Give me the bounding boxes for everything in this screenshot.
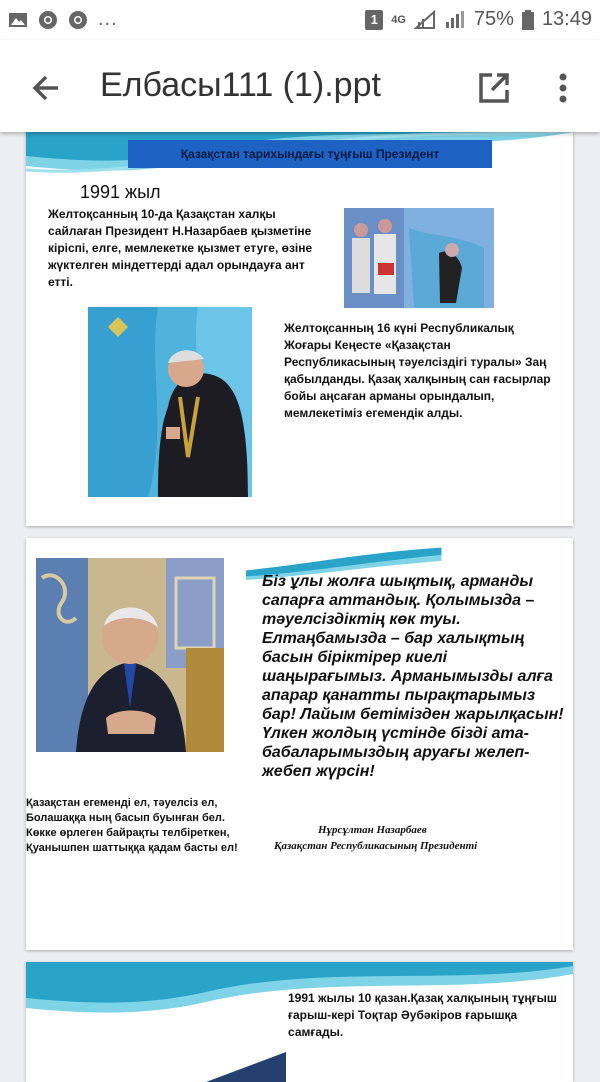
status-bar — [0, 0, 600, 40]
battery-percent: 75% — [473, 8, 514, 30]
arrow-left-icon[interactable] — [28, 70, 64, 106]
president-quote: Біз ұлы жолға шықтық, арманды сапарға аттандық. Қолымызда – тәуелсіздіктің көк туы. Елтаңбамызда – бар халықтың басын біріктірер киелі шаңырағымыз. Арманымызды алға апарар қанатты пырақтарымыз бар! Лайым бетімізден жарылқасын! Үлкен жолдың үстінде бізді ата-бабаларымыздың аруағы желеп-жебеп жүрсін! — [262, 573, 564, 780]
author-title: Қазақстан Республикасының Президенті — [274, 840, 478, 852]
battery-icon — [522, 10, 534, 30]
app-bar — [0, 40, 600, 132]
more-vert-icon[interactable] — [548, 70, 578, 106]
chrome-icon — [38, 10, 58, 30]
poem-line: Қазақстан егеменді ел, тәуелсіз ел, — [26, 797, 218, 809]
sim-badge: 1 — [365, 10, 383, 30]
gallery-icon — [8, 10, 28, 30]
signal-icon — [444, 10, 466, 30]
slide-year: 1991 жыл — [80, 182, 161, 202]
signal-icon — [414, 10, 436, 30]
slide-paragraph: Желтоқсанның 10-да Қазақстан халқы сайлаған Президент Н.Назарбаев қызметіне кіріспі, елге, мемлекетке қызмет етуге, өзіне жүктелген міндеттерді адал орындауға ант етті. — [48, 207, 313, 289]
slide-1[interactable] — [26, 120, 573, 526]
document-title: Елбасы111 (1).ppt — [100, 66, 381, 104]
slide-image-fragment — [166, 1042, 286, 1082]
slide-paragraph: 1991 жылы 10 қазан.Қазақ халқының тұңғыш ғарыш-кері Тоқтар Әубәкіров ғарышқа самғады. — [288, 991, 557, 1039]
chrome-icon — [68, 10, 88, 30]
slide-3[interactable] — [26, 962, 573, 1082]
poem-line: Болашаққа ның басып буынған бел. — [26, 812, 225, 824]
network-type: 4G — [391, 13, 406, 26]
author-name: Нұрсұлтан Назарбаев — [318, 824, 427, 836]
poem-line: Қуанышпен шаттыққа қадам басты ел! — [26, 842, 238, 854]
president-oath-photo — [344, 208, 494, 308]
slide-paragraph: Желтоқсанның 16 күні Республикалық Жоғары Кеңесте «Қазақстан Республикасының тәуелсіздігі туралы» Заң қабылданды. Қазақ халқының сан ғасырлар бойы аңсаған арманы орындалып, мемлекетіміз егемендік алды. — [284, 321, 551, 420]
slide-2[interactable] — [26, 538, 573, 950]
open-external-icon[interactable] — [476, 70, 512, 106]
poem — [26, 796, 276, 856]
poem-line: Көкке өрлеген байрақты телбіреткен, — [26, 827, 230, 839]
president-flag-photo — [88, 307, 252, 497]
clock: 13:49 — [541, 8, 592, 30]
slide-banner: Қазақстан тарихындағы тұңғыш Президент — [128, 140, 492, 168]
more-notifications: ... — [98, 8, 118, 30]
president-portrait-photo — [36, 558, 224, 752]
